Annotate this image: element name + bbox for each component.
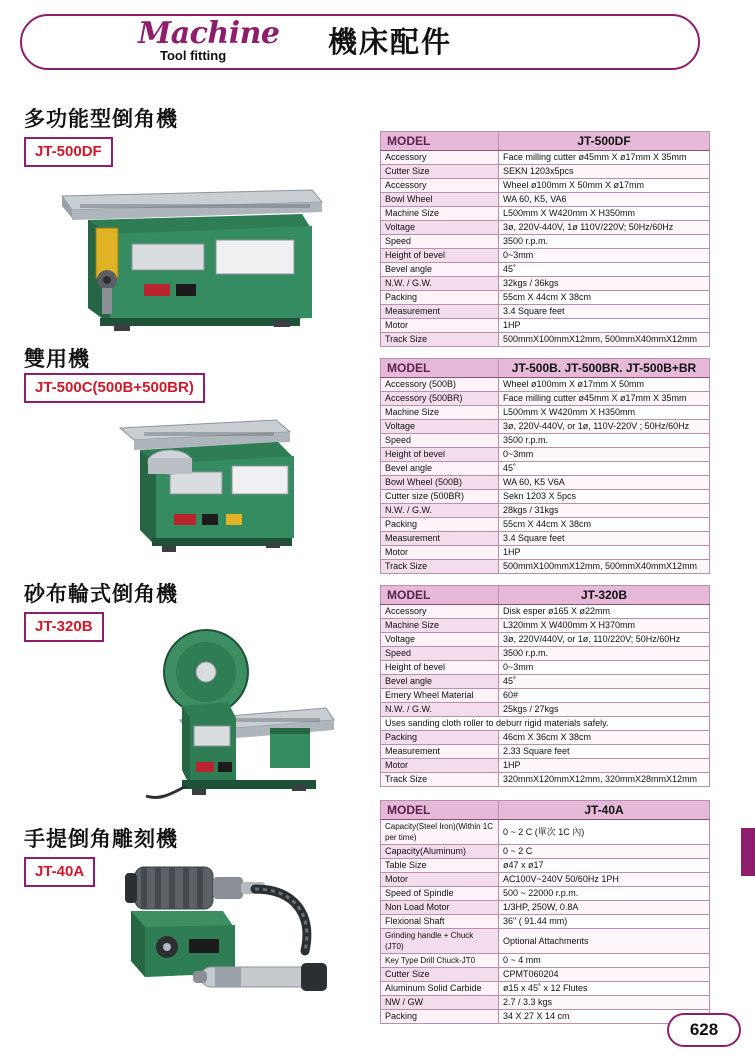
row-key: Capacity(Aluminum): [381, 845, 499, 859]
table-row: [381, 887, 710, 901]
table-row: [381, 996, 710, 1010]
row-value: 320mmX120mmX12mm, 320mmX28mmX12mm: [499, 773, 710, 787]
row-value: 2.7 / 3.3 kgs: [499, 996, 710, 1010]
row-value: 500 ~ 22000 r.p.m.: [499, 887, 710, 901]
row-value: 0 ~ 2 C (單次 1C 內): [499, 820, 710, 845]
table-row: [381, 605, 710, 619]
row-key: Bowl Wheel: [381, 193, 499, 207]
row-key: Voltage: [381, 420, 499, 434]
row-key: Emery Wheel Material: [381, 689, 499, 703]
table-row: [381, 675, 710, 689]
table-row: [381, 291, 710, 305]
table-row: [381, 647, 710, 661]
table-row: [381, 305, 710, 319]
row-key: Bowl Wheel (500B): [381, 476, 499, 490]
table-row: [381, 661, 710, 675]
table-row: [381, 845, 710, 859]
row-value: Wheel ø100mm X ø17mm X 50mm: [499, 378, 710, 392]
table-row: [381, 820, 710, 845]
table-header-model: MODEL: [381, 586, 499, 605]
row-key: Machine Size: [381, 619, 499, 633]
row-key: Voltage: [381, 633, 499, 647]
table-row: [381, 476, 710, 490]
row-value: 3500 r.p.m.: [499, 647, 710, 661]
model-badge-jt-40a: JT-40A: [24, 857, 95, 887]
row-key: Packing: [381, 1010, 499, 1024]
row-value: 28kgs / 31kgs: [499, 504, 710, 518]
row-value: 55cm X 44cm X 38cm: [499, 518, 710, 532]
header-title-machine: Machine: [138, 16, 280, 51]
table-row: [381, 532, 710, 546]
jt-500df-photo: [40, 168, 340, 336]
section-title-1: 多功能型倒角機: [24, 107, 178, 131]
row-value: Disk esper ø165 X ø22mm: [499, 605, 710, 619]
table-row: [381, 392, 710, 406]
spec-table-jt-500b: [380, 358, 710, 574]
row-key: Motor: [381, 873, 499, 887]
row-value: 3ø, 220V-440V, or 1ø, 110V-220V ; 50Hz/60Hz: [499, 420, 710, 434]
row-value: 1HP: [499, 546, 710, 560]
row-key: Voltage: [381, 221, 499, 235]
row-key: Height of bevel: [381, 448, 499, 462]
row-value: 0 ~ 2 C: [499, 845, 710, 859]
row-key: Accessory: [381, 151, 499, 165]
table-row: [381, 151, 710, 165]
row-key: N.W. / G.W.: [381, 504, 499, 518]
table-row: [381, 518, 710, 532]
table-row: [381, 235, 710, 249]
row-value: ø15 x 45˚ x 12 Flutes: [499, 982, 710, 996]
row-key: Capacity(Steel Iron)(Within 1C per time): [381, 820, 499, 845]
page-side-tab: [741, 828, 755, 876]
row-value: 1HP: [499, 319, 710, 333]
row-key: Motor: [381, 319, 499, 333]
row-key: Cutter Size: [381, 165, 499, 179]
row-value: 34 X 27 X 14 cm: [499, 1010, 710, 1024]
row-key: Accessory: [381, 179, 499, 193]
row-value: 46cm X 36cm X 38cm: [499, 731, 710, 745]
table-row: [381, 165, 710, 179]
table-row: [381, 745, 710, 759]
row-key: Speed: [381, 235, 499, 249]
row-key: Machine Size: [381, 406, 499, 420]
row-value: Face milling cutter ø45mm X ø17mm X 35mm: [499, 151, 710, 165]
row-key: Accessory (500B): [381, 378, 499, 392]
table-row: [381, 249, 710, 263]
row-key: Track Size: [381, 560, 499, 574]
jt-500c-photo: [110, 406, 340, 571]
row-key: Measurement: [381, 745, 499, 759]
spec-table-jt-320b: [380, 585, 710, 787]
row-key: Accessory (500BR): [381, 392, 499, 406]
row-value: L500mm X W420mm X H350mm: [499, 207, 710, 221]
row-key: Packing: [381, 291, 499, 305]
table-row: [381, 462, 710, 476]
row-value: 0 ~ 4 mm: [499, 954, 710, 968]
row-key: Accessory: [381, 605, 499, 619]
table-row: [381, 731, 710, 745]
table-header-row: [381, 359, 710, 378]
row-key: Cutter Size: [381, 968, 499, 982]
row-value: WA 60, K5 V6A: [499, 476, 710, 490]
table-row: [381, 319, 710, 333]
row-key: Height of bevel: [381, 661, 499, 675]
table-row: [381, 703, 710, 717]
table-header-model: MODEL: [381, 801, 499, 820]
model-badge-jt-500c: JT-500C(500B+500BR): [24, 373, 205, 403]
row-key: Cutter size (500BR): [381, 490, 499, 504]
table-header-row: [381, 801, 710, 820]
table-header-value: JT-320B: [499, 586, 710, 605]
row-key: Speed of Spindle: [381, 887, 499, 901]
row-value: 1/3HP, 250W, 0.8A: [499, 901, 710, 915]
row-value: ø47 x ø17: [499, 859, 710, 873]
model-badge-jt-320b: JT-320B: [24, 612, 104, 642]
row-key: Flexional Shaft: [381, 915, 499, 929]
row-key: Table Size: [381, 859, 499, 873]
header-title-chinese: 機床配件: [328, 25, 453, 59]
row-key: Motor: [381, 546, 499, 560]
section-title-3: 砂布輪式倒角機: [24, 582, 178, 606]
row-value: 3500 r.p.m.: [499, 434, 710, 448]
table-row: [381, 448, 710, 462]
row-key: Track Size: [381, 333, 499, 347]
table-row: [381, 859, 710, 873]
row-key: NW / GW: [381, 996, 499, 1010]
row-key: Key Type Drill Chuck-JT0: [381, 954, 499, 968]
row-key: Measurement: [381, 305, 499, 319]
row-value: 3ø, 220V-440V, 1ø 110V/220V; 50Hz/60Hz: [499, 221, 710, 235]
table-header-value: JT-40A: [499, 801, 710, 820]
model-badge-jt-500df: JT-500DF: [24, 137, 113, 167]
table-header-value: JT-500B. JT-500BR. JT-500B+BR: [499, 359, 710, 378]
row-key: Non Load Motor: [381, 901, 499, 915]
row-value: 32kgs / 36kgs: [499, 277, 710, 291]
row-key: Measurement: [381, 532, 499, 546]
section-title-4: 手提倒角雕刻機: [24, 827, 178, 851]
row-value: Optional Attachments: [499, 929, 710, 954]
row-key: Aluminum Solid Carbide: [381, 982, 499, 996]
row-value: 45˚: [499, 675, 710, 689]
row-key: Height of bevel: [381, 249, 499, 263]
row-value: WA 60, K5, VA6: [499, 193, 710, 207]
row-value: 1HP: [499, 759, 710, 773]
table-row: [381, 406, 710, 420]
row-key: Machine Size: [381, 207, 499, 221]
row-key: Grinding handle + Chuck (JT0): [381, 929, 499, 954]
row-value: 2.33 Square feet: [499, 745, 710, 759]
table-header-row: [381, 132, 710, 151]
row-key: Track Size: [381, 773, 499, 787]
table-row: [381, 193, 710, 207]
row-key: Bevel angle: [381, 462, 499, 476]
table-row: [381, 873, 710, 887]
section-title-2: 雙用機: [24, 347, 90, 371]
row-value: L500mm X W420mm X H350mm: [499, 406, 710, 420]
row-value: 60#: [499, 689, 710, 703]
table-row: [381, 929, 710, 954]
table-row: [381, 434, 710, 448]
table-row: [381, 689, 710, 703]
row-value: 0~3mm: [499, 661, 710, 675]
table-row-note: [381, 717, 710, 731]
table-row: [381, 378, 710, 392]
row-value: 45˚: [499, 263, 710, 277]
table-header-value: JT-500DF: [499, 132, 710, 151]
row-value: 3500 r.p.m.: [499, 235, 710, 249]
row-key: Bevel angle: [381, 675, 499, 689]
row-value: CPMT060204: [499, 968, 710, 982]
header-subtitle-tool-fitting: Tool fitting: [160, 48, 227, 63]
row-value: 45˚: [499, 462, 710, 476]
table-row: [381, 504, 710, 518]
table-row: [381, 633, 710, 647]
spec-table-jt-500df: [380, 131, 710, 347]
row-value: Sekn 1203 X 5pcs: [499, 490, 710, 504]
row-value: 3.4 Square feet: [499, 532, 710, 546]
jt-40a-photo: [105, 855, 355, 1030]
table-row: [381, 546, 710, 560]
table-row: [381, 333, 710, 347]
table-row: [381, 277, 710, 291]
table-row: [381, 759, 710, 773]
table-row: [381, 915, 710, 929]
table-header-model: MODEL: [381, 132, 499, 151]
row-value: 55cm X 44cm X 38cm: [499, 291, 710, 305]
table-row: [381, 221, 710, 235]
table-row: [381, 560, 710, 574]
row-key: Speed: [381, 647, 499, 661]
table-row: [381, 773, 710, 787]
row-key: Speed: [381, 434, 499, 448]
row-key: N.W. / G.W.: [381, 703, 499, 717]
row-key: N.W. / G.W.: [381, 277, 499, 291]
row-value: L320mm X W400mm X H370mm: [499, 619, 710, 633]
jt-320b-photo: [120, 610, 340, 810]
row-key: Bevel angle: [381, 263, 499, 277]
table-row: [381, 619, 710, 633]
row-value: 3.4 Square feet: [499, 305, 710, 319]
page-number: 628: [667, 1013, 741, 1047]
table-row: [381, 901, 710, 915]
table-row: [381, 954, 710, 968]
table-header-row: [381, 586, 710, 605]
row-key: Motor: [381, 759, 499, 773]
row-value: Wheel ø100mm X 50mm X ø17mm: [499, 179, 710, 193]
table-row: [381, 420, 710, 434]
row-value: 0~3mm: [499, 448, 710, 462]
row-value: SEKN 1203x5pcs: [499, 165, 710, 179]
row-key: Packing: [381, 518, 499, 532]
row-value: 36" ( 91.44 mm): [499, 915, 710, 929]
row-value: AC100V~240V 50/60Hz 1PH: [499, 873, 710, 887]
table-row: [381, 982, 710, 996]
table-header-model: MODEL: [381, 359, 499, 378]
table-row: [381, 179, 710, 193]
row-value: 0~3mm: [499, 249, 710, 263]
row-key: Packing: [381, 731, 499, 745]
table-row: [381, 968, 710, 982]
spec-table-jt-40a: [380, 800, 710, 1024]
table-row: [381, 207, 710, 221]
row-value: 3ø, 220V/440V, or 1ø, 110/220V; 50Hz/60Hz: [499, 633, 710, 647]
row-value: 500mmX100mmX12mm, 500mmX40mmX12mm: [499, 560, 710, 574]
table-row: [381, 1010, 710, 1024]
table-row: [381, 490, 710, 504]
row-value: 500mmX100mmX12mm, 500mmX40mmX12mm: [499, 333, 710, 347]
row-value: 25kgs / 27kgs: [499, 703, 710, 717]
row-note: Uses sanding cloth roller to deburr rigid materials safely.: [381, 717, 710, 731]
table-row: [381, 263, 710, 277]
row-value: Face milling cutter ø45mm X ø17mm X 35mm: [499, 392, 710, 406]
